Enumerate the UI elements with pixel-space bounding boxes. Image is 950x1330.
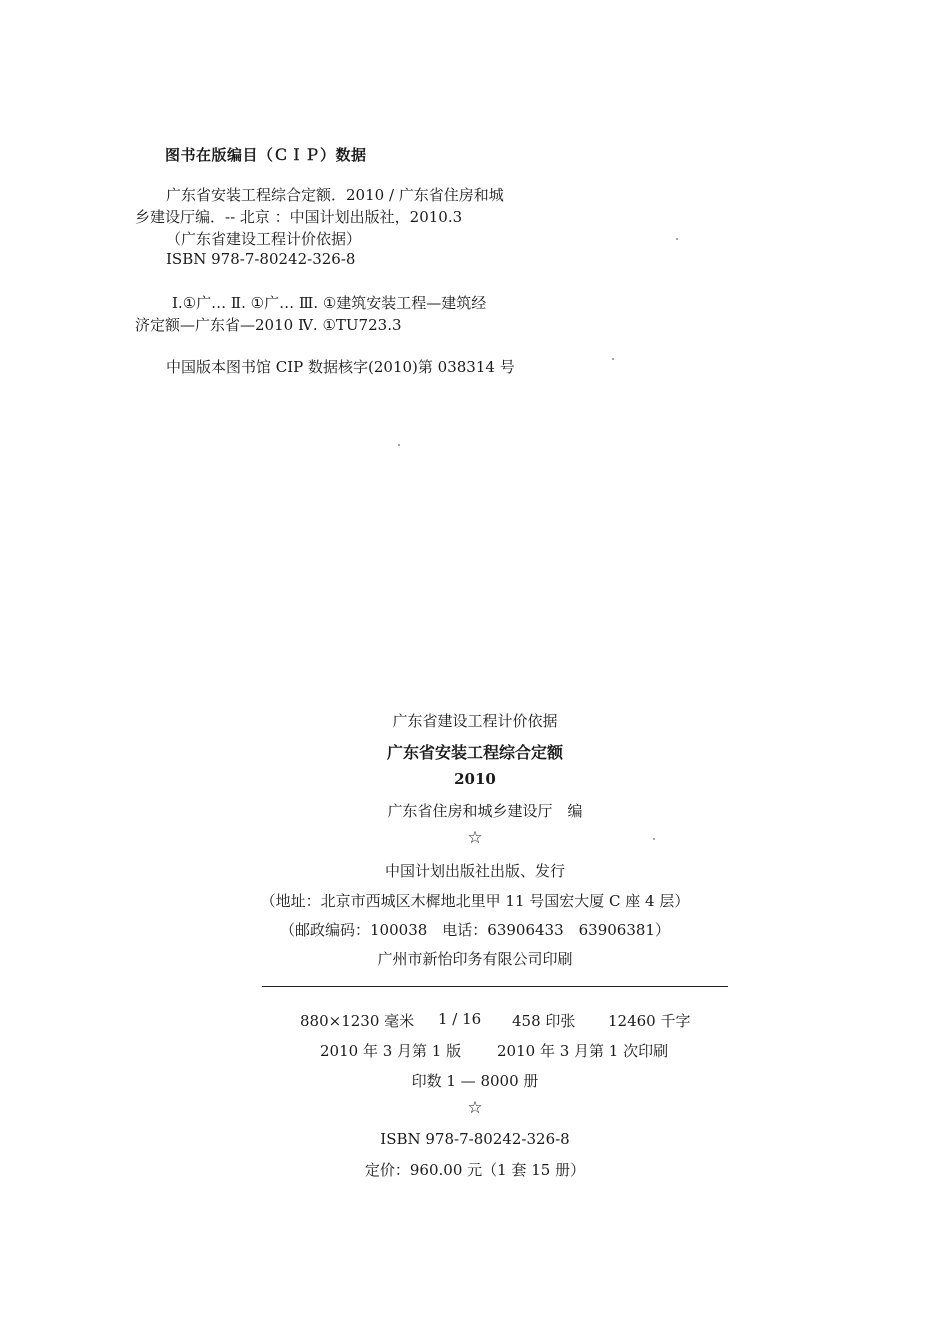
printing-date: 2010 年 3 月第 1 次印刷 — [497, 1042, 669, 1060]
cip-record-line-1: 广东省安装工程综合定额．2010 / 广东省住房和城 — [166, 186, 504, 204]
book-year: 2010 — [454, 770, 496, 788]
format-size: 880×1230 毫米 — [300, 1012, 415, 1030]
book-title: 广东省安装工程综合定额 — [386, 743, 563, 762]
print-run: 印数 1 — 8000 册 — [411, 1072, 539, 1090]
scan-speck — [612, 358, 614, 360]
series-name: 广东省建设工程计价依据 — [392, 712, 558, 730]
editor-line: 广东省住房和城乡建设厅 编 — [387, 802, 583, 820]
star-divider-2: ☆ — [467, 1098, 483, 1118]
price-line: 定价：960.00 元（1 套 15 册） — [364, 1161, 586, 1179]
cip-series-line: （广东省建设工程计价依据） — [166, 230, 362, 248]
printed-sheets: 458 印张 — [512, 1012, 576, 1030]
scan-speck — [653, 838, 655, 840]
star-divider-1: ☆ — [467, 828, 483, 848]
folio: 1 / 16 — [438, 1010, 482, 1028]
cip-record-line-2: 乡建设厅编．-- 北京 ：中国计划出版社，2010.3 — [135, 208, 463, 226]
colophon-isbn: ISBN 978-7-80242-326-8 — [380, 1130, 570, 1148]
publisher-line: 中国计划出版社出版、发行 — [384, 862, 565, 880]
printer-line: 广州市新怡印务有限公司印刷 — [377, 950, 573, 968]
cip-isbn: ISBN 978-7-80242-326-8 — [166, 250, 356, 268]
postal-and-phone: （邮政编码：100038 电话：63906433 63906381） — [280, 921, 670, 939]
cip-verification-number: 中国版本图书馆 CIP 数据核字(2010)第 038314 号 — [166, 358, 515, 376]
publisher-address: （地址：北京市西城区木樨地北里甲 11 号国宏大厦 C 座 4 层） — [260, 892, 690, 910]
cip-classification-line-1: Ⅰ.①广… Ⅱ. ①广… Ⅲ. ①建筑安装工程—建筑经 — [172, 294, 487, 312]
edition-date: 2010 年 3 月第 1 版 — [320, 1042, 462, 1060]
cip-classification-line-2: 济定额—广东省—2010 Ⅳ. ①TU723.3 — [135, 316, 402, 334]
scan-speck — [676, 238, 678, 240]
cip-heading: 图书在版编目（ＣＩＰ）数据 — [165, 146, 367, 164]
horizontal-rule — [262, 986, 728, 987]
word-count: 12460 千字 — [608, 1012, 691, 1030]
scan-speck — [398, 444, 400, 446]
